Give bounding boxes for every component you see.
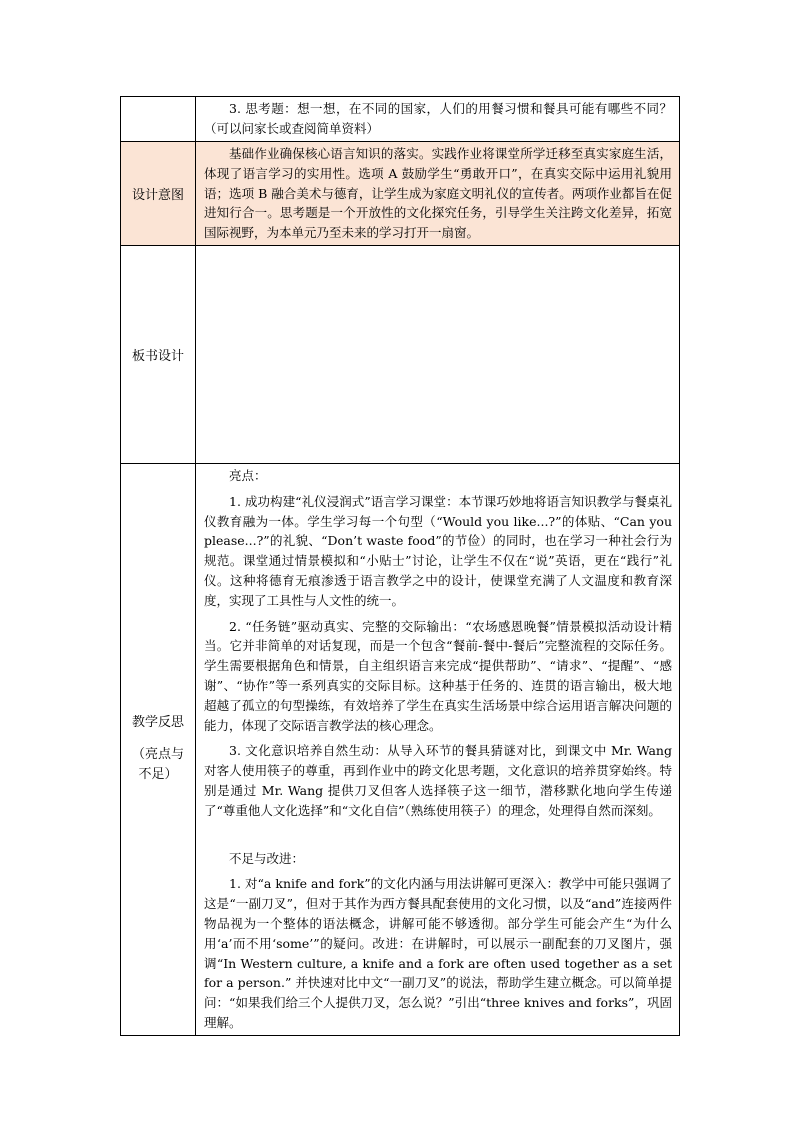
- highlights-heading: 亮点：: [229, 467, 267, 483]
- lesson-plan-table: [120, 96, 680, 1036]
- design-intent-row: [121, 142, 680, 246]
- board-design-label: 板书设计: [121, 245, 196, 463]
- homework-label-cell: [121, 97, 196, 142]
- reflection-sublabel-line2: 不足）: [138, 767, 178, 783]
- homework-content-cell: [196, 97, 680, 142]
- highlight-1: 1. 成功构建“礼仪浸润式”语言学习课堂：本节课巧妙地将语言知识教学与餐桌礼仪教育融为一体。学生学习每一个句型（“Would you like...?”的体贴、“Can you please...?”的礼貌、“Don’t waste food”的节俭）的同时，也在学习一种社会行为规范。课堂通过情景模拟和“小贴士”讨论，让学生不仅在“说”英语，更在“践行”礼仪。这种将德育无痕渗透于语言教学之中的设计，使课堂充满了人文温度和教育深度，实现了工具性与人文性的统一。: [204, 493, 672, 608]
- board-design-content-cell: [196, 245, 680, 463]
- highlight-3: 3. 文化意识培养自然生动：从导入环节的餐具猜谜对比，到课文中 Mr. Wang 对客人使用筷子的尊重，再到作业中的跨文化思考题，文化意识的培养贯穿始终。特别是通过 Mr. Wang 提供刀叉但客人选择筷子这一细节，潜移默化地向学生传递了“尊重他人文化选择”和“文化自信”（熟练使用筷子）的理念，处理得自然而深刻。: [204, 743, 672, 818]
- reflection-content-cell: [196, 463, 680, 1035]
- reflection-row: [121, 463, 680, 1035]
- reflection-label-cell: [121, 463, 196, 1035]
- board-design-row: [121, 245, 680, 463]
- homework-row: [121, 97, 680, 142]
- design-intent-label: 设计意图: [121, 142, 196, 246]
- design-intent-text: 基础作业确保核心语言知识的落实。实践作业将课堂所学迁移至真实家庭生活，体现了语言学习的实用性。选项 A 鼓励学生“勇敢开口”，在真实交际中运用礼貌用语；选项 B 融合美术与德育，让学生成为家庭文明礼仪的宣传者。两项作业都旨在促进知行合一。思考题是一个开放性的文化探究任务，引导学生关注跨文化差异，拓宽国际视野，为本单元乃至未来的学习打开一扇窗。: [204, 146, 672, 241]
- improvement-1: 1. 对“a knife and fork”的文化内涵与用法讲解可更深入：教学中可能只强调了这是“一副刀叉”，但对于其作为西方餐具配套使用的文化习惯，以及“and”连接两件物品视为一个整体的语法概念，讲解可能不够透彻。部分学生可能会产生“为什么用‘a’而不用‘some’”的疑问。改进：在讲解时，可以展示一副配套的刀叉图片，强调“In Western culture, a knife and a fork are often used together as a set for a person.” 并快速对比中文“一副刀叉”的说法，帮助学生建立概念。可以简单提问：“如果我们给三个人提供刀叉，怎么说？”引出“three knives and forks”，巩固理解。: [204, 876, 672, 1030]
- improvements-heading: 不足与改进：: [229, 850, 305, 866]
- reflection-label: 教学反思: [131, 715, 184, 731]
- highlight-2: 2. “任务链”驱动真实、完整的交际输出：“农场感恩晚餐”情景模拟活动设计精当。它并非简单的对话复现，而是一个包含“餐前-餐中-餐后”完整流程的交际任务。学生需要根据角色和情景，自主组织语言来完成“提供帮助”、“请求”、“提醒”、“感谢”、“协作”等一系列真实的交际目标。这种基于任务的、连贯的语言输出，极大地超越了孤立的句型操练，有效培养了学生在真实生活场景中综合运用语言解决问题的能力，体现了交际语言教学法的核心理念。: [204, 618, 672, 733]
- design-intent-content-cell: [196, 142, 680, 246]
- homework-question-3: 3. 思考题：想一想，在不同的国家，人们的用餐习惯和餐具可能有哪些不同？（可以问家长或查阅简单资料）: [204, 101, 672, 136]
- reflection-sublabel-line1: （亮点与: [131, 747, 184, 763]
